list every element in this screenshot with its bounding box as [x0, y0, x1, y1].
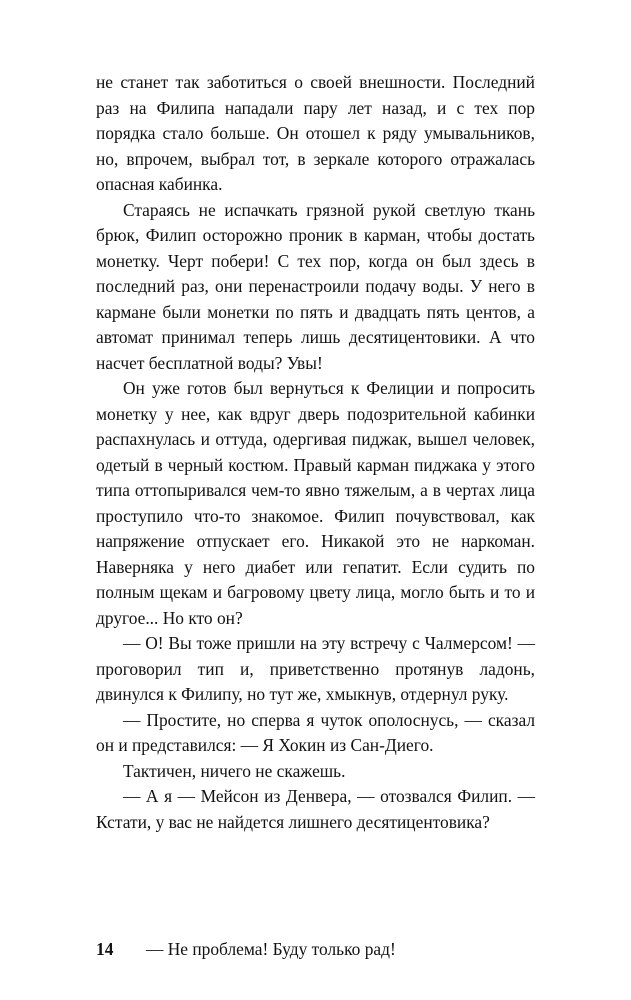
last-line-text: — Не проблема! Буду только рад!	[146, 938, 396, 959]
page-footer-line	[96, 937, 535, 963]
paragraph: Стараясь не испачкать грязной рукой светлую ткань брюк, Филип осторожно проник в карман, чтобы достать монетку. Черт побери! С тех пор, когда он был здесь в последний раз, они перенастроили подачу воды. У него в кармане были монетки по пять и двадцать пять центов, а автомат принимал теперь лишь десятицентовики. А что насчет бесплатной воды? Увы!	[96, 199, 535, 373]
paragraph: Тактичен, ничего не скажешь.	[122, 760, 346, 781]
paragraph: — А я — Мейсон из Денвера, — отозвался Филип. — Кстати, у вас не найдется лишнего десятицентовика?	[96, 786, 535, 832]
page-number: 14	[96, 938, 114, 959]
paragraph: — О! Вы тоже пришли на эту встречу с Чалмерсом! — проговорил тип и, приветственно протянув ладонь, двинулся к Филипу, но тут же, хмыкнув, отдернул руку.	[96, 633, 535, 704]
paragraph: Он уже готов был вернуться к Фелиции и попросить монетку у нее, как вдруг дверь подозрительной кабинки распахнулась и оттуда, одергивая пиджак, вышел человек, одетый в черный костюм. Правый карман пиджака у этого типа оттопыривался чем-то явно тяжелым, а в чертах лица проступило что-то знакомое. Филип почувствовал, как напряжение отпускает его. Никакой это не наркоман. Наверняка у него диабет или гепатит. Если судить по полным щекам и багровому цвету лица, могло быть и то и другое... Но кто он?	[96, 378, 535, 628]
paragraph: — Простите, но сперва я чуток ополоснусь, — сказал он и представился: — Я Хокин из Сан-Диего.	[96, 709, 535, 755]
paragraph: не станет так заботиться о своей внешности. Последний раз на Филипа нападали пару лет назад, и с тех пор порядка стало больше. Он отошел к ряду умывальников, но, впрочем, выбрал тот, в зеркале которого отражалась опасная кабинка.	[96, 72, 535, 194]
page-body-text	[96, 70, 535, 835]
